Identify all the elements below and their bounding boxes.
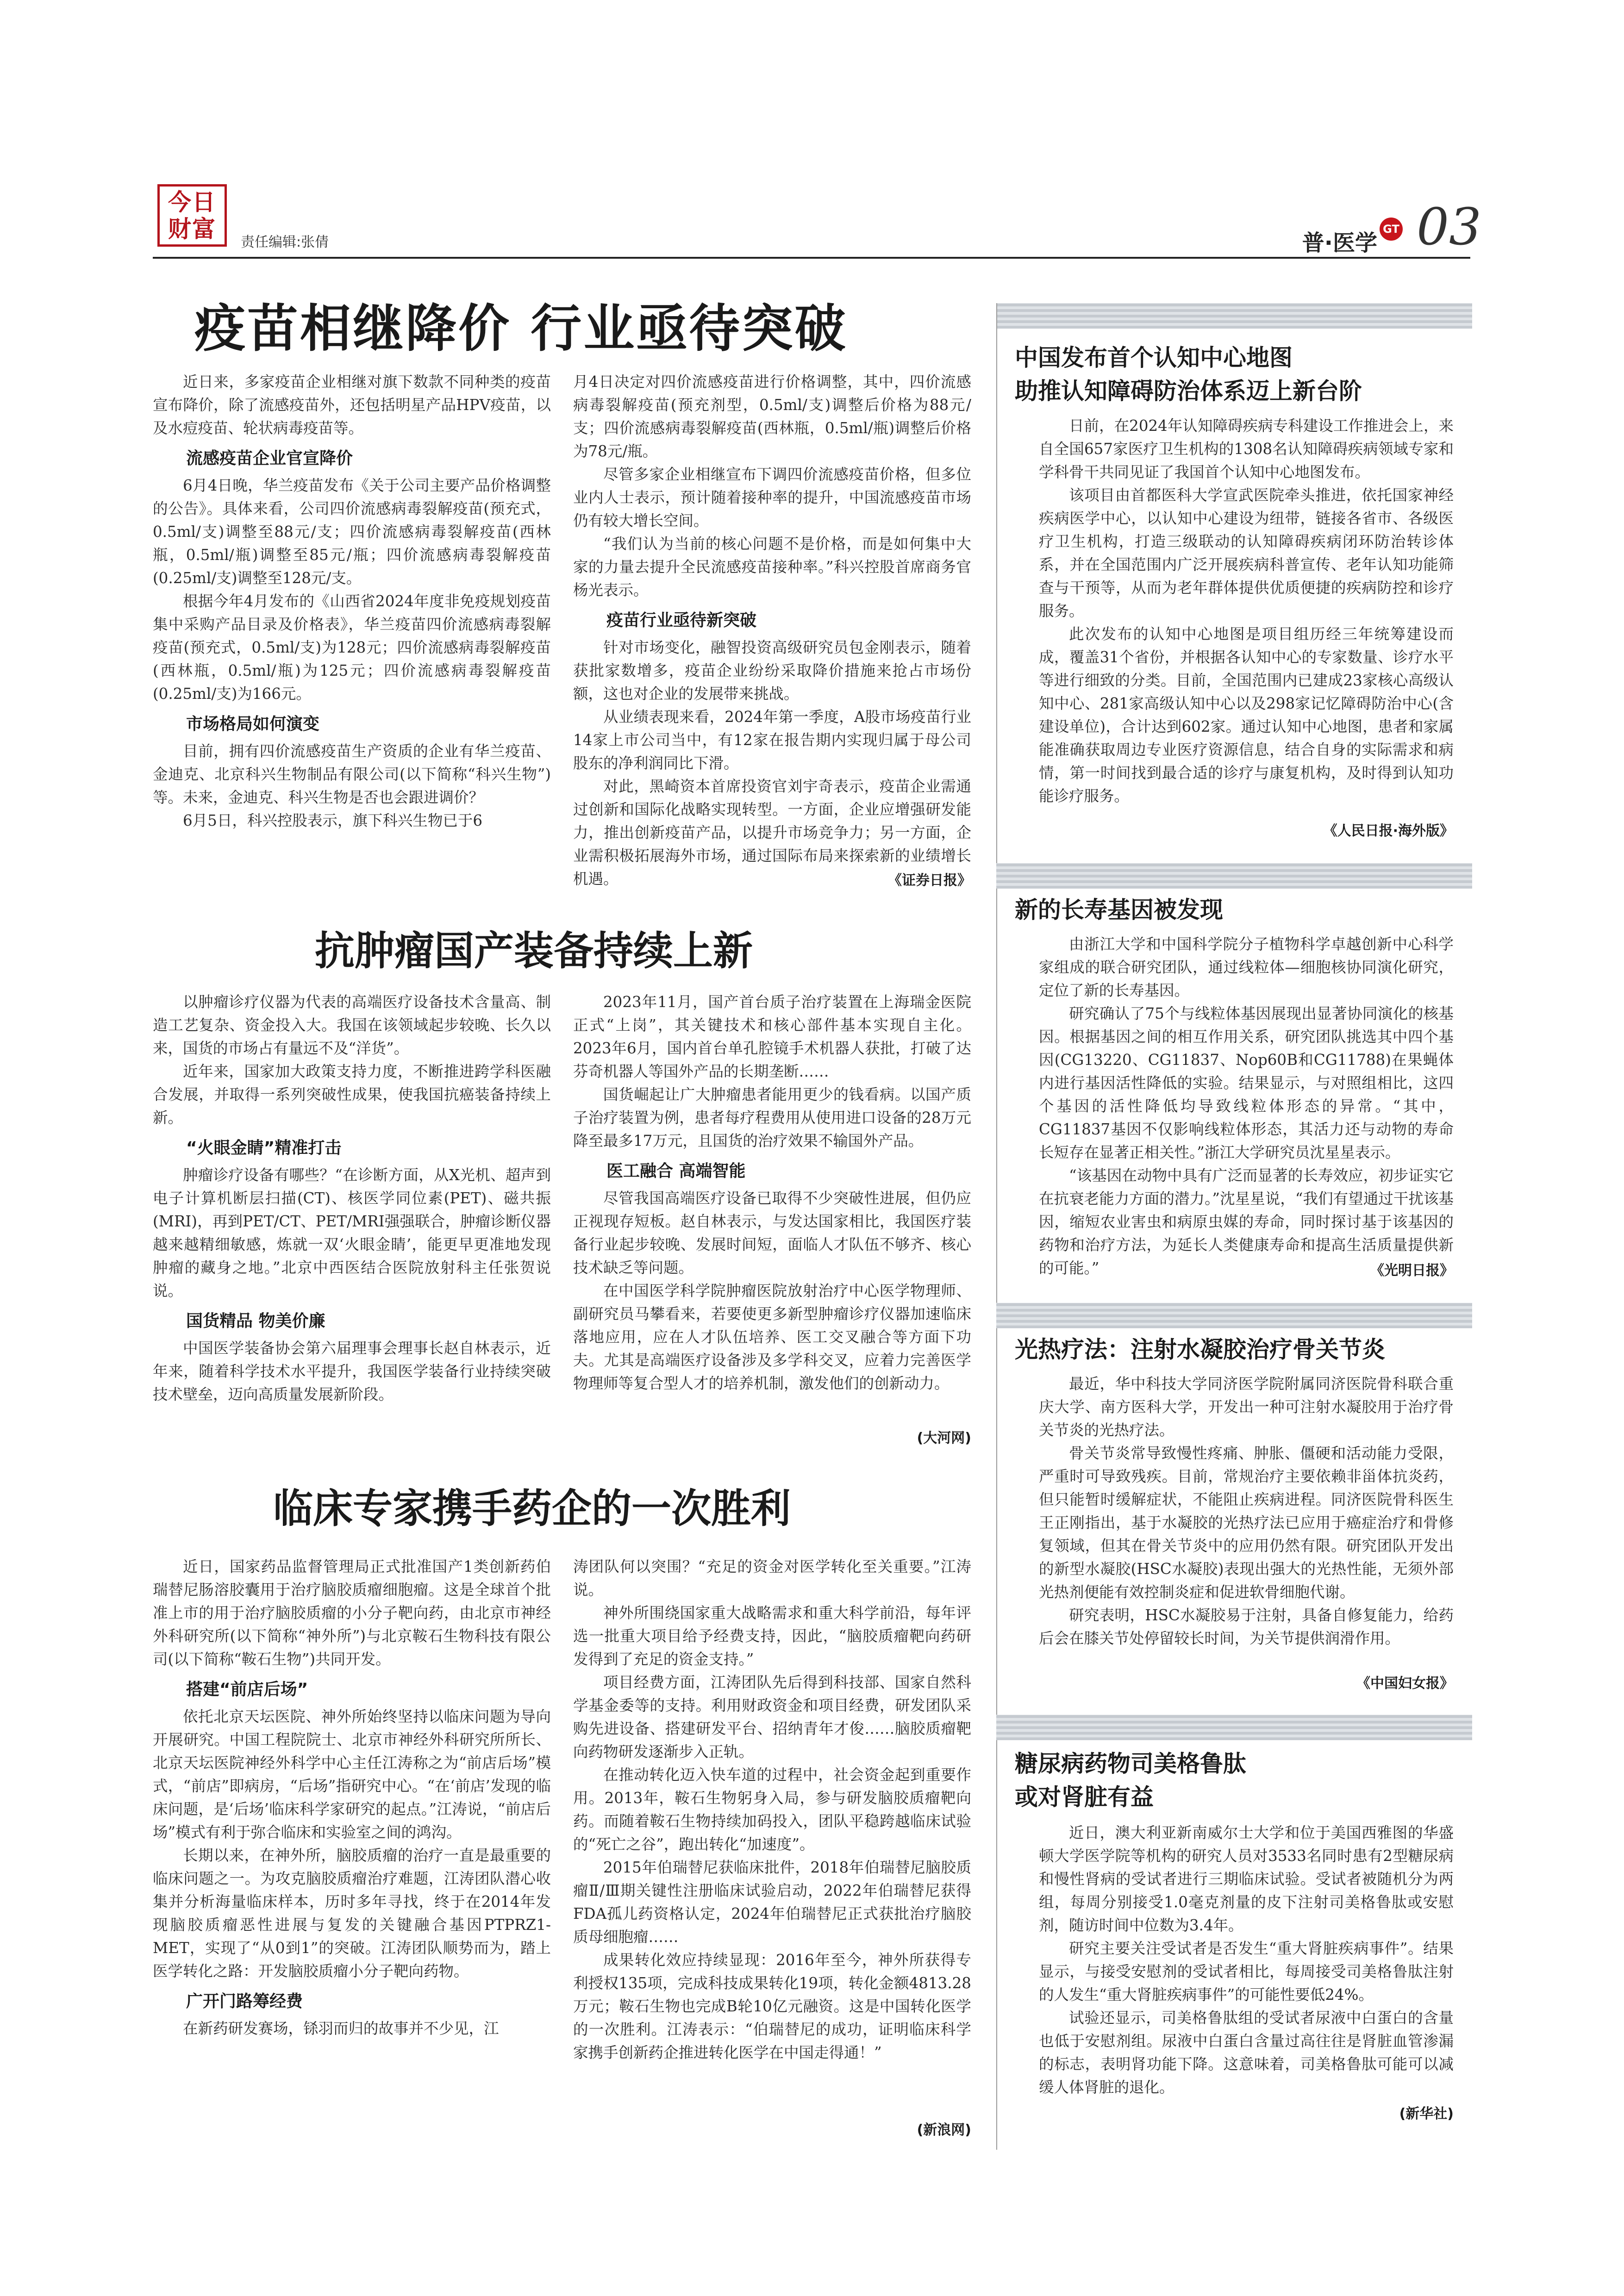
brief4-source: (新华社) (1399, 2106, 1454, 2122)
paragraph: 长期以来，在神外所，脑胶质瘤的治疗一直是最重要的临床问题之一。为攻克脑胶质瘤治疗难题，江涛团队潜心收集并分析海量临床样本，历时多年寻找，终于在2014年发现脑胶质瘤恶性进展与复发的关键融合基因PTPRZ1-MET，实现了“从0到1”的突破。江涛团队顺势而为，踏上医学转化之路：开发脑胶质瘤小分子靶向药物。 (153, 1847, 551, 1980)
brief2-title: 新的长寿基因被发现 (1015, 896, 1223, 923)
sidebar-divider (996, 1715, 1472, 1740)
brief2-source: 《光明日报》 (1370, 1263, 1454, 1279)
brief1-title (1015, 341, 1459, 408)
paragraph: 依托北京天坛医院、神外所始终坚持以临床问题为导向开展研究。中国工程院院士、北京市神经外科研究所所长、北京天坛医院神经外科学中心主任江涛称之为“前店后场”模式，“前店”即病房，“后场”指研究中心。“在‘前店’发现的临床问题，是‘后场’临床科学家研究的起点。”江涛说，“前店后场”模式有利于弥合临床和实验室之间的鸿沟。 (153, 1708, 551, 1841)
brief3-body (1039, 1372, 1454, 1650)
subheading: 疫苗行业亟待新突破 (606, 611, 757, 630)
page-number: 03 (1417, 197, 1481, 256)
paragraph: 近年来，国家加大政策支持力度，不断推进跨学科医融合发展，并取得一系列突破性成果，使我国抗癌装备持续上新。 (153, 1063, 551, 1126)
brief3-title: 光热疗法：注射水凝胶治疗骨关节炎 (1015, 1336, 1385, 1363)
section-badge-icon: GT (1380, 218, 1403, 241)
article2-title: 抗肿瘤国产装备持续上新 (315, 928, 753, 974)
paragraph: 此次发布的认知中心地图是项目组历经三年统筹建设而成，覆盖31个省份，并根据各认知中心的专家数量、诊疗水平等进行细致的分类。目前，全国范围内已建成23家核心高级认知中心、281家高级认知中心以及298家记忆障碍防治中心(含建设单位)，合计达到602家。通过认知中心地图，患者和家属能准确获取周边专业医疗资源信息，结合自身的实际需求和病情，第一时间找到最合适的诊疗与康复机构，及时得到认知功能诊疗服务。 (1039, 625, 1454, 805)
paragraph: 月4日决定对四价流感疫苗进行价格调整，其中，四价流感病毒裂解疫苗(预充剂型，0.5ml/支)调整后价格为88元/支；四价流感病毒裂解疫苗(西林瓶，0.5ml/瓶)调整后价格为78元/瓶。 (573, 373, 971, 460)
paragraph: 中国医学装备协会第六届理事会理事长赵自林表示，近年来，随着科学技术水平提升，我国医学装备行业持续突破技术壁垒，迈向高质量发展新阶段。 (153, 1339, 551, 1403)
sidebar-rule (996, 303, 997, 2150)
brief4-title-line1: 糖尿病药物司美格鲁肽 (1015, 1750, 1246, 1777)
paragraph: 在新药研发赛场，铩羽而归的故事并不少见，江 (183, 2020, 499, 2037)
paragraph: 6月5日，科兴控股表示，旗下科兴生物已于6 (183, 812, 483, 829)
paragraph: 2023年11月，国产首台质子治疗装置在上海瑞金医院正式“上岗”，其关键技术和核心部件基本实现自主化。2023年6月，国内首台单孔腔镜手术机器人获批，打破了达芬奇机器人等国外产品的长期垄断…… (573, 993, 971, 1080)
paragraph: “我们认为当前的核心问题不是价格，而是如何集中大家的力量去提升全民流感疫苗接种率。”科兴控股首席商务官杨光表示。 (573, 535, 971, 599)
logo-top-text: 今日 (168, 188, 216, 216)
article1-source: 《证券日报》 (888, 872, 971, 889)
paragraph: 研究主要关注受试者是否发生“重大肾脏疾病事件”。结果显示，与接受安慰剂的受试者相比，每周接受司美格鲁肽注射的人发生“重大肾脏疾病事件”的可能性要低24%。 (1039, 1940, 1454, 2004)
brief3-source: 《中国妇女报》 (1356, 1675, 1454, 1692)
paragraph: 6月4日晚，华兰疫苗发布《关于公司主要产品价格调整的公告》。具体来看，公司四价流感病毒裂解疫苗(预充式，0.5ml/支)调整至88元/支；四价流感病毒裂解疫苗(西林瓶，0.5ml/瓶)调整至85元/瓶；四价流感病毒裂解疫苗(0.25ml/支)调整至128元/支。 (153, 477, 551, 587)
subheading: 流感疫苗企业官宣降价 (186, 449, 353, 468)
paragraph: 近日来，多家疫苗企业相继对旗下数款不同种类的疫苗宣布降价，除了流感疫苗外，还包括明星产品HPV疫苗，以及水痘疫苗、轮状病毒疫苗等。 (153, 373, 551, 437)
paragraph: 肿瘤诊疗设备有哪些？“在诊断方面，从X光机、超声到电子计算机断层扫描(CT)、核医学同位素(PET)、磁共振(MRI)，再到PET/CT、PET/MRI强强联合，肿瘤诊断仪器越来越精细敏感，炼就一双‘火眼金睛’，能更早更准地发现肿瘤的藏身之地。”北京中西医结合医院放射科主任张贺说说。 (153, 1166, 551, 1300)
article1-column-right (573, 370, 971, 890)
masthead-left (153, 184, 523, 249)
paragraph: 根据今年4月发布的《山西省2024年度非免疫规划疫苗集中采购产品目录及价格表》，华兰疫苗四价流感病毒裂解疫苗(预充式，0.5ml/支)为128元；四价流感病毒裂解疫苗(西林瓶，0.5ml/瓶)为125元；四价流感病毒裂解疫苗(0.25ml/支)为166元。 (153, 592, 551, 703)
brief1-source: 《人民日报·海外版》 (1323, 823, 1454, 839)
paragraph: 尽管多家企业相继宣布下调四价流感疫苗价格，但多位业内人士表示，预计随着接种率的提升，中国流感疫苗市场仍有较大增长空间。 (573, 466, 971, 529)
article3-column-left (153, 1555, 551, 2040)
paragraph: 神外所围绕国家重大战略需求和重大科学前沿，每年评选一批重大项目给予经费支持，因此，“脑胶质瘤靶向药研发得到了充足的资金支持。” (573, 1604, 971, 1668)
news-briefs-sidebar (996, 303, 1472, 2150)
brief1-title-line1: 中国发布首个认知中心地图 (1015, 344, 1293, 371)
paragraph: 从业绩表现来看，2024年第一季度，A股市场疫苗行业14家上市公司当中，有12家在报告期内实现归属于母公司股东的净利润同比下滑。 (573, 708, 971, 772)
brief2-body (1039, 933, 1454, 1280)
paragraph: 目前，拥有四价流感疫苗生产资质的企业有华兰疫苗、金迪克、北京科兴生物制品有限公司(以下简称“科兴生物”)等。未来，金迪克、科兴生物是否也会跟进调价？ (153, 742, 551, 806)
paragraph: 由浙江大学和中国科学院分子植物科学卓越创新中心科学家组成的联合研究团队，通过线粒体—细胞核协同演化研究，定位了新的长寿基因。 (1039, 935, 1454, 999)
article3-column-right (573, 1555, 971, 2064)
article2-source: (大河网) (917, 1430, 971, 1446)
paragraph: 国货崛起让广大肿瘤患者能用更少的钱看病。以国产质子治疗装置为例，患者每疗程费用从使用进口设备的28万元降至最多17万元，且国货的治疗效果不输国外产品。 (573, 1086, 971, 1150)
paragraph: 尽管我国高端医疗设备已取得不少突破性进展，但仍应正视现存短板。赵自林表示，与发达国家相比，我国医疗装备行业起步较晚、发展时间短，面临人才队伍不够齐、核心技术缺乏等问题。 (573, 1189, 971, 1276)
paragraph: 对此，黑崎资本首席投资官刘宇奇表示，疫苗企业需通过创新和国际化战略实现转型。一方面，企业应增强研发能力，推出创新疫苗产品，以提升市场竞争力；另一方面，企业需积极拓展海外市场，通过国际布局来探索新的业绩增长机遇。 (573, 778, 971, 888)
paragraph: 针对市场变化，融智投资高级研究员包金刚表示，随着获批家数增多，疫苗企业纷纷采取降价措施来抢占市场份额，这也对企业的发展带来挑战。 (573, 639, 971, 703)
subheading: 市场格局如何演变 (186, 715, 320, 734)
paragraph: 在中国医学科学院肿瘤医院放射治疗中心医学物理师、副研究员马攀看来，若要使更多新型肿瘤诊疗仪器加速临床落地应用，应在人才队伍培养、医工交叉融合等方面下功夫。尤其是高端医疗设备涉及多学科交叉，应着力完善医学物理师等复合型人才的培养机制，激发他们的创新动力。 (573, 1282, 971, 1392)
sidebar-divider (996, 303, 1472, 329)
brief4-title (996, 1747, 1246, 1814)
newspaper-logo (157, 184, 227, 247)
article3-title: 临床专家携手药企的一次胜利 (273, 1486, 791, 1532)
paragraph: 近日，澳大利亚新南威尔士大学和位于美国西雅图的华盛顿大学医学院等机构的研究人员对3533名同时患有2型糖尿病和慢性肾病的受试者进行三期临床试验。受试者被随机分为两组，每周分别接受1.0毫克剂量的皮下注射司美格鲁肽或安慰剂，随访时间中位数为3.4年。 (1039, 1824, 1454, 1934)
article1-column-left (153, 370, 551, 832)
sidebar-divider (996, 1303, 1472, 1328)
paragraph: 成果转化效应持续显现：2016年至今，神外所获得专利授权135项，完成科技成果转化19项，转化金额4813.28万元；鞍石生物也完成B轮10亿元融资。这是中国转化医学的一次胜利。江涛表示：“伯瑞替尼的成功，证明临床科学家携手创新药企推进转化医学在中国走得通！” (573, 1951, 971, 2061)
article2-column-right (573, 990, 971, 1395)
paragraph: 涛团队何以突围？“充足的资金对医学转化至关重要。”江涛说。 (573, 1558, 971, 1599)
article2-column-left (153, 990, 551, 1406)
brief4-body (1039, 1821, 1454, 2099)
subheading: 国货精品 物美价廉 (186, 1312, 325, 1331)
brief1-title-line2: 助推认知障碍防治体系迈上新台阶 (1015, 378, 1362, 404)
paragraph: 近日，国家药品监督管理局正式批准国产1类创新药伯瑞替尼肠溶胶囊用于治疗脑胶质瘤细胞瘤。这是全球首个批准上市的用于治疗脑胶质瘤的小分子靶向药，由北京市神经外科研究所(以下简称“神外所”)与北京鞍石生物科技有限公司(以下简称“鞍石生物”)共同开发。 (153, 1558, 551, 1668)
editor-credit: 责任编辑:张倩 (241, 234, 329, 250)
paragraph: 最近，华中科技大学同济医学院附属同济医院骨科联合重庆大学、南方医科大学，开发出一种可注射水凝胶用于治疗骨关节炎的光热疗法。 (1039, 1375, 1454, 1439)
subheading: 搭建“前店后场” (186, 1680, 308, 1699)
paragraph: 日前，在2024年认知障碍疾病专科建设工作推进会上，来自全国657家医疗卫生机构的1308名认知障碍疾病领域专家和学科骨干共同见证了我国首个认知中心地图发布。 (1039, 417, 1454, 481)
subheading: “火眼金睛”精准打击 (186, 1139, 342, 1157)
article1-title: 疫苗相继降价 行业亟待突破 (194, 299, 848, 358)
paragraph: 在推动转化迈入快车道的过程中，社会资金起到重要作用。2013年，鞍石生物躬身入局，参与研发脑胶质瘤靶向药。而随着鞍石生物持续加码投入，团队平稳跨越临床试验的“死亡之谷”，跑出转化“加速度”。 (573, 1766, 971, 1853)
paragraph: 2015年伯瑞替尼获临床批件，2018年伯瑞替尼脑胶质瘤Ⅱ/Ⅲ期关键性注册临床试验启动，2022年伯瑞替尼获得FDA孤儿药资格认定，2024年伯瑞替尼正式获批治疗脑胶质母细胞瘤…… (573, 1859, 971, 1946)
paragraph: 研究确认了75个与线粒体基因展现出显著协同演化的核基因。根据基因之间的相互作用关系，研究团队挑选其中四个基因(CG13220、CG11837、Nop60B和CG11788)在果蝇体内进行基因活性降低的实验。结果显示，与对照组相比，这四个基因的活性降低均导致线粒体形态的异常。“其中，CG11837基因不仅影响线粒体形态，其活力还与动物的寿命长短存在显著正相关性。”浙江大学研究员沈星星表示。 (1039, 1005, 1454, 1161)
header-divider (153, 257, 1470, 259)
article3-source: (新浪网) (917, 2122, 971, 2138)
masthead-right (1250, 199, 1481, 259)
paragraph: 项目经费方面，江涛团队先后得到科技部、国家自然科学基金委等的支持。利用财政资金和项目经费，研发团队采购先进设备、搭建研发平台、招纳青年才俊……脑胶质瘤靶向药物研发逐渐步入正轨。 (573, 1674, 971, 1761)
paragraph: 研究表明，HSC水凝胶易于注射，具备自修复能力，给药后会在膝关节处停留较长时间，为关节提供润滑作用。 (1039, 1606, 1454, 1647)
paragraph: 以肿瘤诊疗仪器为代表的高端医疗设备技术含量高、制造工艺复杂、资金投入大。我国在该领域起步较晚、长久以来，国货的市场占有量远不及“洋货”。 (153, 993, 551, 1057)
brief4-title-line2: 或对肾脏有益 (1015, 1784, 1154, 1811)
logo-bottom-text: 财富 (168, 215, 216, 243)
section-name: 普·医学 (1302, 230, 1377, 256)
paragraph: “该基因在动物中具有广泛而显著的长寿效应，初步证实它在抗衰老能力方面的潜力。”沈星星说，“我们有望通过干扰该基因，缩短农业害虫和病原虫媒的寿命，同时探讨基于该基因的药物和治疗方法，为延长人类健康寿命和提高生活质量提供新的可能。” (1039, 1167, 1454, 1277)
subheading: 医工融合 高端智能 (606, 1162, 746, 1181)
paragraph: 试验还显示，司美格鲁肽组的受试者尿液中白蛋白的含量也低于安慰剂组。尿液中白蛋白含量过高往往是肾脏血管渗漏的标志，表明肾功能下降。这意味着，司美格鲁肽可能可以减缓人体肾脏的退化。 (1039, 2009, 1454, 2096)
sidebar-divider (996, 863, 1472, 889)
brief1-body (1039, 414, 1454, 808)
paragraph: 骨关节炎常导致慢性疼痛、肿胀、僵硬和活动能力受限，严重时可导致残疾。目前，常规治疗主要依赖非甾体抗炎药，但只能暂时缓解症状，不能阻止疾病进程。同济医院骨科医生王正刚指出，基于水凝胶的光热疗法已应用于癌症治疗和骨修复领域，但其在骨关节炎中的应用仍然有限。研究团队开发出的新型水凝胶(HSC水凝胶)表现出强大的光热性能，无须外部光热剂便能有效控制炎症和促进软骨细胞代谢。 (1039, 1444, 1454, 1601)
subheading: 广开门路筹经费 (186, 1992, 303, 2011)
paragraph: 该项目由首都医科大学宣武医院牵头推进，依托国家神经疾病医学中心，以认知中心建设为纽带，链接各省市、各级医疗卫生机构，打造三级联动的认知障碍疾病闭环防治转诊体系，并在全国范围内广泛开展疾病科普宣传、老年认知功能筛查与干预等，从而为老年群体提供优质便捷的疾病防控和诊疗服务。 (1039, 486, 1454, 620)
